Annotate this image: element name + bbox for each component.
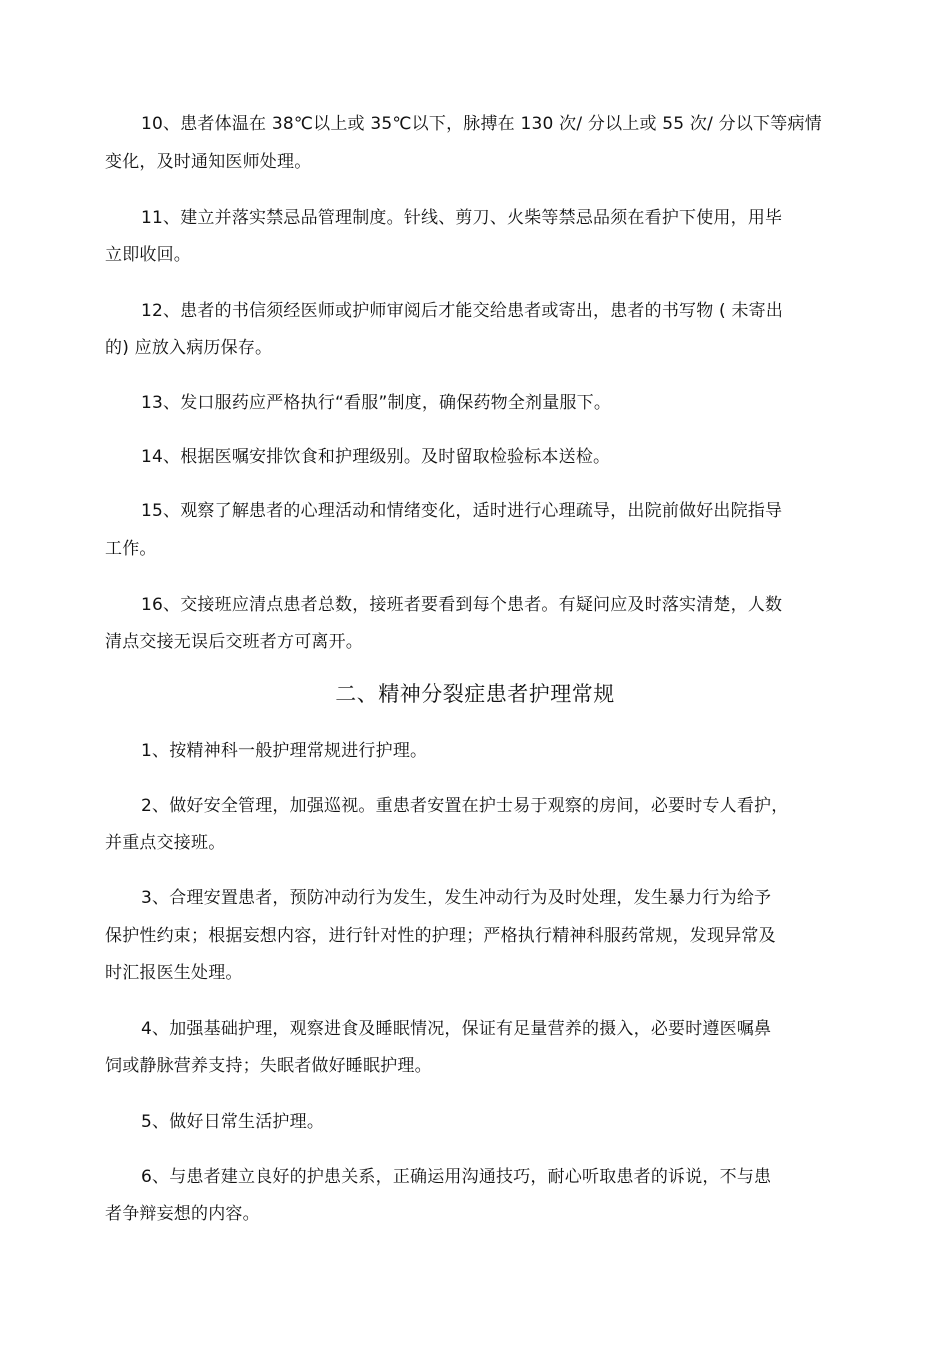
s2-item-4-line-2: 饲或静脉营养支持；失眠者做好睡眠护理。 bbox=[105, 1056, 432, 1076]
s2-item-5-line-1: 5、做好日常生活护理。 bbox=[141, 1112, 325, 1132]
item-15-line-2: 工作。 bbox=[105, 539, 157, 559]
s2-item-3-line-3: 时汇报医生处理。 bbox=[105, 963, 243, 983]
item-16-line-2: 清点交接无误后交班者方可离开。 bbox=[105, 632, 363, 652]
item-11-line-1: 11、建立并落实禁忌品管理制度。针线、剪刀、火柴等禁忌品须在看护下使用，用毕 bbox=[141, 208, 783, 228]
s2-item-1-line-1: 1、按精神科一般护理常规进行护理。 bbox=[141, 741, 428, 761]
item-12-line-1: 12、患者的书信须经医师或护师审阅后才能交给患者或寄出，患者的书写物 ( 未寄出 bbox=[141, 301, 784, 321]
s2-item-6-line-2: 者争辩妄想的内容。 bbox=[105, 1204, 260, 1224]
s2-item-2-line-1: 2、做好安全管理，加强巡视。重患者安置在护士易于观察的房间，必要时专人看护， bbox=[141, 796, 789, 816]
item-10-line-1: 10、患者体温在 38℃以上或 35℃以下，脉搏在 130 次/ 分以上或 55 次/ 分以下等病情 bbox=[141, 114, 822, 134]
item-10-line-2: 变化，及时通知医师处理。 bbox=[105, 152, 312, 172]
s2-item-2-line-2: 并重点交接班。 bbox=[105, 833, 226, 853]
s2-item-3-line-1: 3、合理安置患者，预防冲动行为发生，发生冲动行为及时处理，发生暴力行为给予 bbox=[141, 888, 772, 908]
item-13-line-1: 13、发口服药应严格执行“看服”制度，确保药物全剂量服下。 bbox=[141, 393, 612, 413]
item-14-line-1: 14、根据医嘱安排饮食和护理级别。及时留取检验标本送检。 bbox=[141, 447, 611, 467]
item-15-line-1: 15、观察了解患者的心理活动和情绪变化，适时进行心理疏导，出院前做好出院指导 bbox=[141, 501, 783, 521]
item-11-line-2: 立即收回。 bbox=[105, 245, 191, 265]
section-heading: 二、精神分裂症患者护理常规 bbox=[335, 682, 615, 706]
s2-item-6-line-1: 6、与患者建立良好的护患关系，正确运用沟通技巧，耐心听取患者的诉说，不与患 bbox=[141, 1167, 772, 1187]
item-16-line-1: 16、交接班应清点患者总数，接班者要看到每个患者。有疑问应及时落实清楚，人数 bbox=[141, 595, 783, 615]
s2-item-4-line-1: 4、加强基础护理，观察进食及睡眠情况，保证有足量营养的摄入，必要时遵医嘱鼻 bbox=[141, 1019, 772, 1039]
s2-item-3-line-2: 保护性约束；根据妄想内容，进行针对性的护理；严格执行精神科服药常规，发现异常及 bbox=[105, 926, 776, 946]
item-12-line-2: 的) 应放入病历保存。 bbox=[105, 338, 273, 358]
